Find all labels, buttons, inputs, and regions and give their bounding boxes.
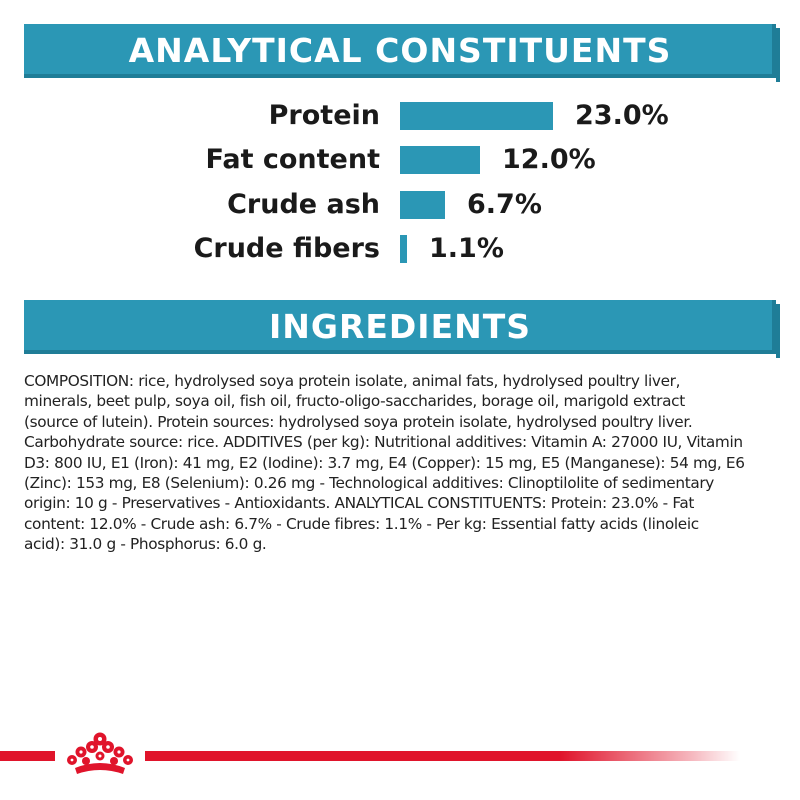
- analytical-constituents-title: ANALYTICAL CONSTITUENTS: [128, 31, 672, 70]
- ingredients-line: (Zinc): 153 mg, E8 (Selenium): 0.26 mg - Technological additives: Clinoptilolite of sedimentary: [24, 474, 715, 493]
- analytical-row-bar: [400, 191, 445, 219]
- analytical-row: [0, 233, 800, 265]
- ingredients-line: D3: 800 IU, E1 (Iron): 41 mg, E2 (Iodine): 3.7 mg, E4 (Copper): 15 mg, E5 (Manganese): 54 mg, E6: [24, 453, 745, 472]
- ingredients-header: [24, 300, 776, 354]
- ingredients-line: acid): 31.0 g - Phosphorus: 6.0 g.: [24, 535, 267, 554]
- analytical-row: [0, 144, 800, 176]
- analytical-constituents-header: [24, 24, 776, 78]
- ingredients-line: COMPOSITION: rice, hydrolysed soya protein isolate, animal fats, hydrolysed poultry liver,: [24, 372, 681, 390]
- analytical-row-value: 23.0%: [575, 100, 669, 131]
- ingredients-line: Carbohydrate source: rice. ADDITIVES (per kg): Nutritional additives: Vitamin A: 27000 IU, Vitamin: [24, 433, 743, 452]
- analytical-row-value: 6.7%: [467, 189, 542, 220]
- ingredients-line: (source of lutein). Protein sources: hydrolysed soya protein isolate, hydrolysed poultry liver.: [24, 412, 693, 431]
- analytical-row-label: Crude fibers: [193, 233, 380, 264]
- analytical-row-bar: [400, 102, 553, 130]
- ingredients-title: INGREDIENTS: [268, 307, 532, 346]
- analytical-row-value: 12.0%: [502, 144, 596, 175]
- analytical-row-value: 1.1%: [429, 233, 504, 264]
- analytical-row-bar: [400, 235, 407, 263]
- analytical-row-bar: [400, 146, 480, 174]
- analytical-row-label: Fat content: [205, 144, 380, 175]
- analytical-row-label: Protein: [268, 100, 380, 131]
- crown-icon: [55, 728, 145, 780]
- ingredients-line: origin: 10 g - Preservatives - Antioxidants. ANALYTICAL CONSTITUENTS: Protein: 23.0% - Fat: [24, 494, 695, 513]
- analytical-row-label: Crude ash: [227, 189, 380, 220]
- footer-stripe-right: [140, 751, 740, 761]
- analytical-row: [0, 100, 800, 132]
- ingredients-text: [24, 371, 780, 555]
- footer-stripe-left: [0, 751, 60, 761]
- ingredients-line: minerals, beet pulp, soya oil, fish oil, fructo-oligo-saccharides, borage oil, marigold extract: [24, 392, 685, 411]
- ingredients-line: content: 12.0% - Crude ash: 6.7% - Crude fibres: 1.1% - Per kg: Essential fatty acids (linoleic: [24, 514, 699, 533]
- analytical-row: [0, 189, 800, 221]
